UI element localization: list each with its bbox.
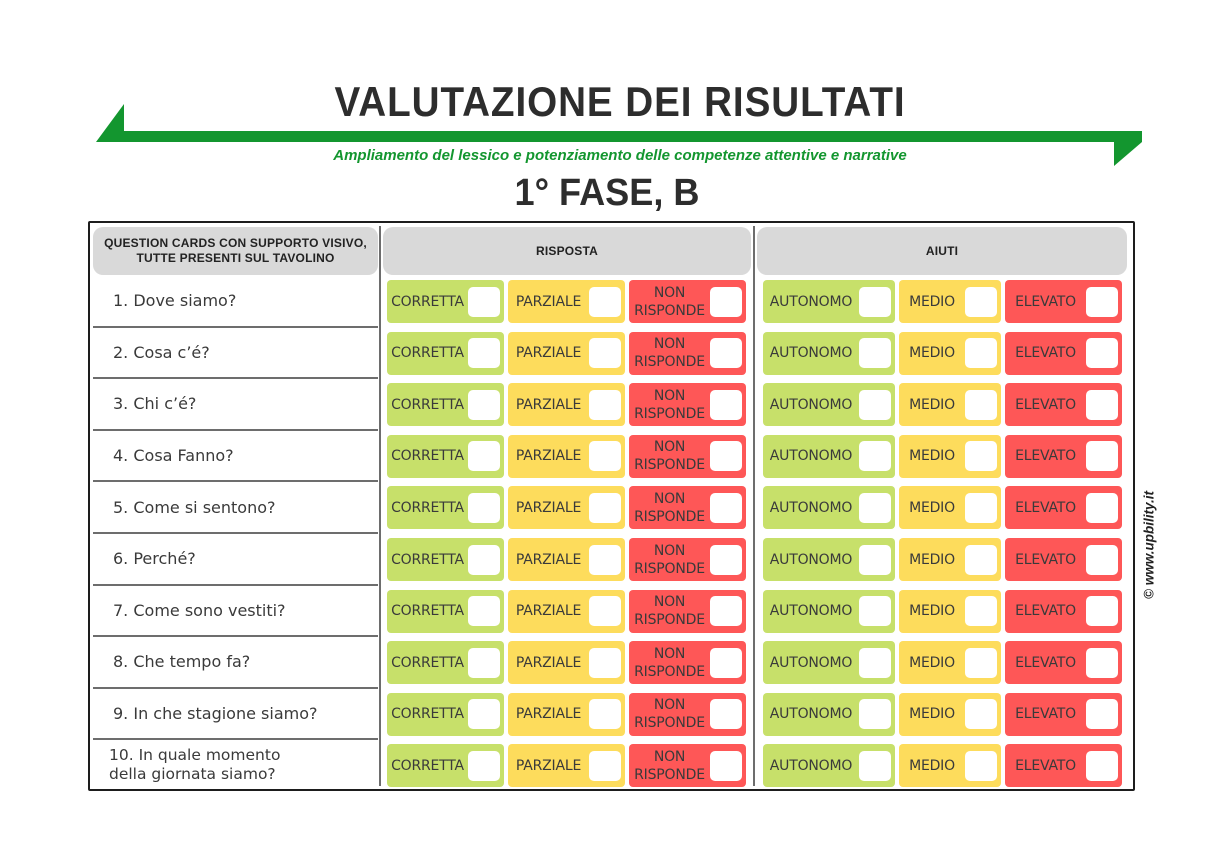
checkbox[interactable]: [965, 441, 997, 471]
risposta-option-corretta: [387, 280, 504, 323]
aiuti-option-medio: [899, 538, 1001, 581]
checkbox[interactable]: [710, 648, 742, 678]
checkbox[interactable]: [589, 545, 621, 575]
checkbox[interactable]: [710, 390, 742, 420]
checkbox[interactable]: [468, 699, 500, 729]
risposta-option-non-risponde: [629, 590, 746, 633]
option-label: NON RISPONDE: [634, 645, 705, 680]
option-label: NON RISPONDE: [634, 490, 705, 525]
aiuti-option-elevato: [1005, 435, 1122, 478]
option-label: MEDIO: [909, 706, 955, 723]
checkbox[interactable]: [468, 441, 500, 471]
option-label: AUTONOMO: [769, 293, 853, 310]
question-row: [93, 636, 378, 688]
option-label: ELEVATO: [1015, 706, 1076, 723]
aiuti-option-elevato: [1005, 641, 1122, 684]
option-label: PARZIALE: [515, 706, 582, 723]
checkbox[interactable]: [589, 493, 621, 523]
option-label: PARZIALE: [515, 551, 582, 568]
option-label: PARZIALE: [515, 345, 582, 362]
option-label: MEDIO: [909, 603, 955, 620]
checkbox[interactable]: [468, 648, 500, 678]
aiuti-option-medio: [899, 486, 1001, 529]
option-label: AUTONOMO: [769, 499, 853, 516]
aiuti-option-autonomo: [763, 590, 895, 633]
option-label: MEDIO: [909, 551, 955, 568]
question-row: [93, 585, 378, 637]
option-label: ELEVATO: [1015, 396, 1076, 413]
phase-heading: 1° FASE, B: [514, 172, 700, 214]
checkbox[interactable]: [1086, 390, 1118, 420]
risposta-option-non-risponde: [629, 486, 746, 529]
option-label: ELEVATO: [1015, 757, 1076, 774]
option-label: CORRETTA: [391, 396, 464, 413]
risposta-option-parziale: [508, 435, 625, 478]
question-text-line1: 10. In quale momento: [109, 746, 281, 765]
option-label: PARZIALE: [515, 448, 582, 465]
option-label: PARZIALE: [515, 499, 582, 516]
checkbox[interactable]: [468, 287, 500, 317]
checkbox[interactable]: [1086, 596, 1118, 626]
aiuti-option-elevato: [1005, 538, 1122, 581]
checkbox[interactable]: [965, 545, 997, 575]
option-label: CORRETTA: [391, 654, 464, 671]
watermark-text: © www.upbility.it: [1141, 491, 1157, 599]
option-label: MEDIO: [909, 499, 955, 516]
checkbox[interactable]: [1086, 441, 1118, 471]
risposta-option-corretta: [387, 590, 504, 633]
page-title: VALUTAZIONE DEI RISULTATI: [334, 78, 906, 125]
option-label: AUTONOMO: [769, 396, 853, 413]
risposta-option-parziale: [508, 641, 625, 684]
question-text: 6. Perché?: [113, 549, 196, 569]
checkbox[interactable]: [965, 751, 997, 781]
option-label: CORRETTA: [391, 499, 464, 516]
question-row: [93, 481, 378, 533]
risposta-option-non-risponde: [629, 383, 746, 426]
risposta-option-corretta: [387, 641, 504, 684]
aiuti-option-autonomo: [763, 538, 895, 581]
option-label: CORRETTA: [391, 448, 464, 465]
aiuti-option-medio: [899, 383, 1001, 426]
option-label: NON RISPONDE: [634, 284, 705, 319]
risposta-option-non-risponde: [629, 744, 746, 787]
option-label: AUTONOMO: [769, 654, 853, 671]
checkbox[interactable]: [965, 596, 997, 626]
question-row: [93, 378, 378, 430]
risposta-option-corretta: [387, 435, 504, 478]
risposta-option-non-risponde: [629, 332, 746, 375]
checkbox[interactable]: [859, 493, 891, 523]
aiuti-option-elevato: [1005, 693, 1122, 736]
question-row: [93, 688, 378, 740]
risposta-option-corretta: [387, 538, 504, 581]
risposta-option-parziale: [508, 383, 625, 426]
checkbox[interactable]: [1086, 493, 1118, 523]
evaluation-table: [88, 221, 1135, 791]
question-text: 2. Cosa c’é?: [113, 342, 210, 362]
option-label: ELEVATO: [1015, 448, 1076, 465]
checkbox[interactable]: [965, 699, 997, 729]
option-label: NON RISPONDE: [634, 748, 705, 783]
option-label: CORRETTA: [391, 551, 464, 568]
aiuti-option-medio: [899, 332, 1001, 375]
option-label: ELEVATO: [1015, 551, 1076, 568]
aiuti-option-medio: [899, 590, 1001, 633]
option-label: NON RISPONDE: [634, 439, 705, 474]
checkbox[interactable]: [859, 441, 891, 471]
checkbox[interactable]: [1086, 545, 1118, 575]
risposta-option-corretta: [387, 383, 504, 426]
risposta-option-parziale: [508, 280, 625, 323]
checkbox[interactable]: [965, 390, 997, 420]
option-label: ELEVATO: [1015, 654, 1076, 671]
checkbox[interactable]: [859, 751, 891, 781]
checkbox[interactable]: [468, 596, 500, 626]
column-divider: [379, 226, 381, 786]
option-label: MEDIO: [909, 757, 955, 774]
aiuti-option-autonomo: [763, 383, 895, 426]
option-label: CORRETTA: [391, 757, 464, 774]
checkbox[interactable]: [589, 390, 621, 420]
checkbox[interactable]: [468, 338, 500, 368]
checkbox[interactable]: [965, 493, 997, 523]
question-row: [93, 275, 378, 327]
question-text: 7. Come sono vestiti?: [113, 600, 286, 620]
aiuti-option-autonomo: [763, 641, 895, 684]
option-label: NON RISPONDE: [634, 542, 705, 577]
checkbox[interactable]: [710, 338, 742, 368]
question-text-line2: della giornata siamo?: [109, 765, 276, 784]
option-label: AUTONOMO: [769, 757, 853, 774]
checkbox[interactable]: [859, 545, 891, 575]
risposta-option-corretta: [387, 332, 504, 375]
option-label: MEDIO: [909, 345, 955, 362]
aiuti-option-elevato: [1005, 590, 1122, 633]
risposta-option-parziale: [508, 538, 625, 581]
aiuti-option-autonomo: [763, 435, 895, 478]
checkbox[interactable]: [710, 545, 742, 575]
checkbox[interactable]: [859, 596, 891, 626]
checkbox[interactable]: [1086, 699, 1118, 729]
option-label: NON RISPONDE: [634, 594, 705, 629]
checkbox[interactable]: [589, 751, 621, 781]
option-label: MEDIO: [909, 293, 955, 310]
checkbox[interactable]: [589, 699, 621, 729]
checkbox[interactable]: [589, 338, 621, 368]
questions-header-line1: QUESTION CARDS CON SUPPORTO VISIVO,: [104, 236, 367, 250]
aiuti-option-medio: [899, 693, 1001, 736]
aiuti-option-autonomo: [763, 280, 895, 323]
option-label: AUTONOMO: [769, 551, 853, 568]
question-row: [93, 327, 378, 379]
risposta-column-header: RISPOSTA: [383, 227, 751, 275]
option-label: ELEVATO: [1015, 603, 1076, 620]
checkbox[interactable]: [468, 751, 500, 781]
checkbox[interactable]: [710, 751, 742, 781]
risposta-option-non-risponde: [629, 641, 746, 684]
question-text: 8. Che tempo fa?: [113, 652, 251, 672]
aiuti-option-medio: [899, 435, 1001, 478]
option-label: MEDIO: [909, 654, 955, 671]
option-label: AUTONOMO: [769, 345, 853, 362]
checkbox[interactable]: [1086, 338, 1118, 368]
aiuti-option-autonomo: [763, 332, 895, 375]
aiuti-option-medio: [899, 744, 1001, 787]
risposta-option-parziale: [508, 744, 625, 787]
risposta-option-corretta: [387, 693, 504, 736]
risposta-option-non-risponde: [629, 280, 746, 323]
risposta-option-parziale: [508, 693, 625, 736]
option-label: PARZIALE: [515, 757, 582, 774]
option-label: MEDIO: [909, 448, 955, 465]
checkbox[interactable]: [710, 493, 742, 523]
risposta-option-corretta: [387, 486, 504, 529]
checkbox[interactable]: [859, 648, 891, 678]
checkbox[interactable]: [1086, 287, 1118, 317]
checkbox[interactable]: [589, 441, 621, 471]
option-label: ELEVATO: [1015, 345, 1076, 362]
option-label: PARZIALE: [515, 603, 582, 620]
option-label: NON RISPONDE: [634, 387, 705, 422]
checkbox[interactable]: [710, 441, 742, 471]
checkbox[interactable]: [965, 648, 997, 678]
risposta-option-non-risponde: [629, 435, 746, 478]
aiuti-column-header: AIUTI: [757, 227, 1127, 275]
aiuti-option-autonomo: [763, 486, 895, 529]
question-text: 5. Come si sentono?: [113, 497, 276, 517]
checkbox[interactable]: [1086, 648, 1118, 678]
option-label: CORRETTA: [391, 293, 464, 310]
checkbox[interactable]: [859, 338, 891, 368]
risposta-option-corretta: [387, 744, 504, 787]
aiuti-option-autonomo: [763, 744, 895, 787]
checkbox[interactable]: [468, 390, 500, 420]
risposta-option-non-risponde: [629, 538, 746, 581]
checkbox[interactable]: [965, 287, 997, 317]
risposta-option-parziale: [508, 332, 625, 375]
aiuti-option-elevato: [1005, 744, 1122, 787]
aiuti-option-medio: [899, 641, 1001, 684]
aiuti-option-elevato: [1005, 486, 1122, 529]
checkbox[interactable]: [468, 545, 500, 575]
checkbox[interactable]: [859, 287, 891, 317]
aiuti-option-medio: [899, 280, 1001, 323]
checkbox[interactable]: [859, 699, 891, 729]
option-label: CORRETTA: [391, 706, 464, 723]
aiuti-option-elevato: [1005, 332, 1122, 375]
questions-header-line2: TUTTE PRESENTI SUL TAVOLINO: [136, 251, 335, 265]
option-label: PARZIALE: [515, 293, 582, 310]
checkbox[interactable]: [965, 338, 997, 368]
checkbox[interactable]: [589, 596, 621, 626]
checkbox[interactable]: [589, 648, 621, 678]
option-label: PARZIALE: [515, 396, 582, 413]
option-label: AUTONOMO: [769, 603, 853, 620]
option-label: AUTONOMO: [769, 706, 853, 723]
option-label: CORRETTA: [391, 345, 464, 362]
question-text: 1. Dove siamo?: [113, 291, 237, 311]
question-row: [93, 430, 378, 482]
risposta-option-parziale: [508, 486, 625, 529]
option-label: PARZIALE: [515, 654, 582, 671]
option-label: NON RISPONDE: [634, 336, 705, 371]
checkbox[interactable]: [710, 699, 742, 729]
option-label: ELEVATO: [1015, 293, 1076, 310]
option-label: AUTONOMO: [769, 448, 853, 465]
option-label: MEDIO: [909, 396, 955, 413]
option-label: NON RISPONDE: [634, 697, 705, 732]
risposta-option-parziale: [508, 590, 625, 633]
question-row: [93, 533, 378, 585]
aiuti-option-elevato: [1005, 280, 1122, 323]
question-text: 9. In che stagione siamo?: [113, 704, 318, 724]
question-row: [93, 739, 378, 791]
questions-column-header: [93, 227, 378, 275]
question-text: 3. Chi c’é?: [113, 394, 197, 414]
aiuti-option-elevato: [1005, 383, 1122, 426]
option-label: ELEVATO: [1015, 499, 1076, 516]
risposta-option-non-risponde: [629, 693, 746, 736]
option-label: CORRETTA: [391, 603, 464, 620]
checkbox[interactable]: [859, 390, 891, 420]
checkbox[interactable]: [1086, 751, 1118, 781]
checkbox[interactable]: [589, 287, 621, 317]
column-divider: [753, 226, 755, 786]
question-text: 4. Cosa Fanno?: [113, 446, 234, 466]
copyright-watermark: [1134, 470, 1164, 620]
checkbox[interactable]: [710, 287, 742, 317]
aiuti-option-autonomo: [763, 693, 895, 736]
checkbox[interactable]: [468, 493, 500, 523]
page-subtitle: Ampliamento del lessico e potenziamento delle competenze attentive e narrative: [333, 147, 907, 164]
checkbox[interactable]: [710, 596, 742, 626]
